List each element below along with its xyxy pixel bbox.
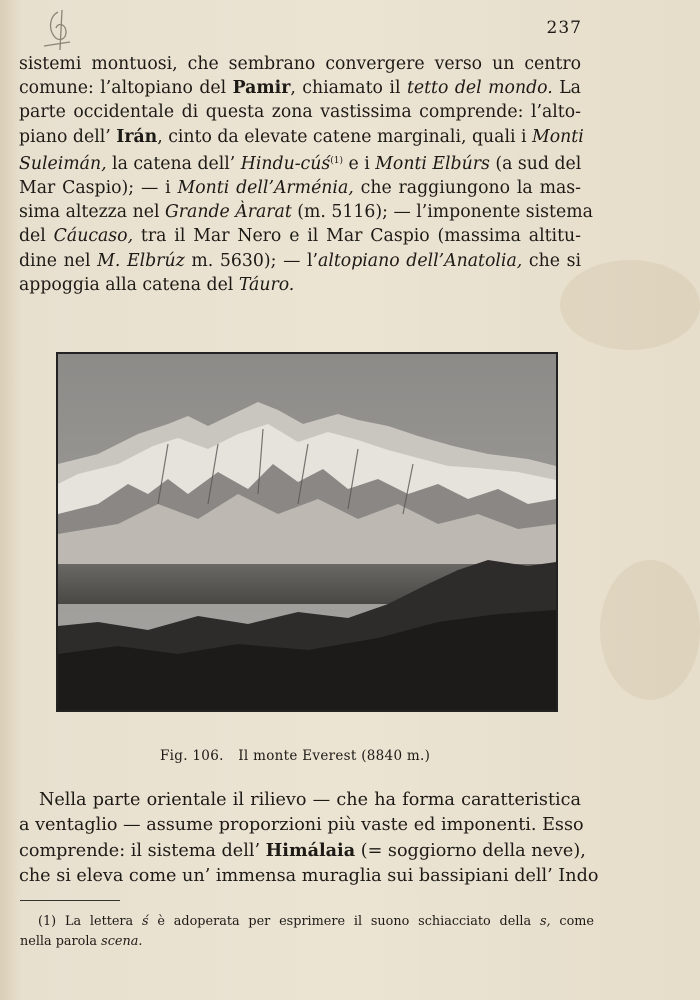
mountain-photo-icon bbox=[58, 354, 556, 710]
paper-stain bbox=[560, 260, 700, 350]
text-line: Nella parte orientale il rilievo — che ha forma caratteristica bbox=[39, 790, 581, 810]
everest-photograph bbox=[56, 352, 558, 712]
text-line: sistemi montuosi, che sembrano convergere verso un centro bbox=[19, 54, 581, 74]
paragraph-asia-west bbox=[19, 52, 593, 297]
text-line: Suleimán, la catena dell’ Hindu-cúś$^{(1)}$ e i Monti Elbúrs (a sud del bbox=[19, 153, 582, 174]
term-pamir: Pamir bbox=[232, 78, 291, 99]
page-number: 237 bbox=[546, 18, 582, 38]
footnote bbox=[20, 912, 595, 952]
footnote-divider bbox=[20, 900, 120, 901]
term-iran: Irán bbox=[116, 126, 158, 147]
figure-number: 106. bbox=[192, 748, 224, 764]
text-line: del Cáucaso, tra il Mar Nero e il Mar Caspio (massima altitu- bbox=[19, 226, 581, 247]
figure-caption-text: Il monte Everest (8840 m.) bbox=[238, 748, 431, 764]
text-line: (1) La lettera ś è adoperata per esprimere il suono schiacciato della s, come bbox=[38, 914, 595, 929]
text-line: piano dell’ Irán, cinto da elevate catene marginali, quali i Monti bbox=[19, 126, 584, 147]
term-himalaia: Himálaia bbox=[265, 840, 356, 861]
text-line: comprende: il sistema dell’ Himálaia (= soggiorno della neve), bbox=[19, 840, 586, 861]
figure-label: Fig. bbox=[160, 748, 188, 764]
footnote-marker: (1) bbox=[38, 914, 57, 929]
text-line: dine nel M. Elbrúz m. 5630); — l’altopiano dell’Anatolia, che si bbox=[19, 250, 581, 271]
text-line: Mar Caspio); — i Monti dell’Arménia, che raggiungono la mas- bbox=[19, 178, 582, 199]
text-line: nella parola scena. bbox=[20, 934, 143, 949]
text-line: parte occidentale di questa zona vastissima comprende: l’alto- bbox=[19, 102, 581, 123]
text-line: che si eleva come un’ immensa muraglia sui bassipiani dell’ Indo bbox=[19, 866, 599, 886]
figure-caption bbox=[160, 748, 430, 764]
text-line: appoggia alla catena del Táuro. bbox=[19, 274, 295, 295]
pencil-mark-icon bbox=[36, 6, 80, 54]
term-tetto-del-mondo: tetto del mondo. bbox=[406, 78, 553, 99]
paragraph-asia-east bbox=[19, 788, 599, 889]
text-line: sima altezza nel Grande Àrarat (m. 5116); — l’imponente sistema bbox=[19, 202, 593, 223]
text-line: comune: l’altopiano del Pamir, chiamato il tetto del mondo. La bbox=[19, 78, 581, 99]
footnote-ref: (1) bbox=[330, 155, 343, 166]
paper-stain bbox=[600, 560, 700, 700]
text-line: a ventaglio — assume proporzioni più vaste ed imponenti. Esso bbox=[19, 815, 584, 835]
